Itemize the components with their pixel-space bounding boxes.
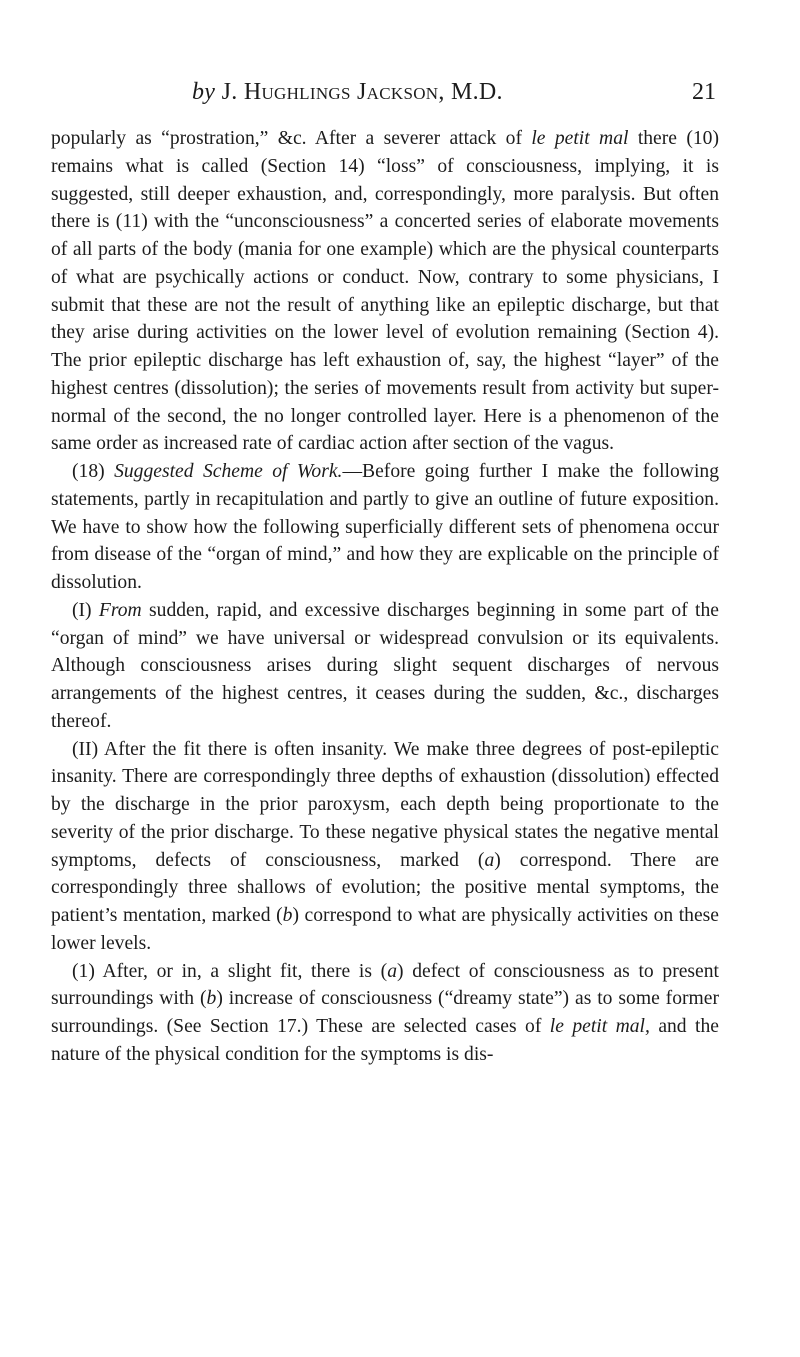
running-head xyxy=(110,79,720,111)
italic-text: From xyxy=(98,599,142,621)
italic-text: Suggested Scheme of Work. xyxy=(114,461,343,482)
text-run: ) defect of consciousness as to present surroundings with ( xyxy=(51,960,719,1010)
text-run: (18) xyxy=(72,461,115,482)
paragraph-p5 xyxy=(51,958,719,1069)
byline-prefix: by xyxy=(192,79,216,105)
italic-text: le petit mal, xyxy=(549,1016,650,1037)
author-name: J. Hughlings Jackson, M.D. xyxy=(221,79,503,105)
text-run: popularly as “prostration,” &c. After a severer attack of xyxy=(51,128,532,149)
italic-text: a xyxy=(387,960,397,982)
text-run: ) correspond to what are physically activities on these lower levels. xyxy=(51,905,719,954)
running-title xyxy=(192,79,503,106)
italic-text: b xyxy=(282,905,293,926)
text-run: ) correspond. There are correspondingly three shallows of evolution; the positive mental symptoms, the patient’s mentation, marked ( xyxy=(51,849,719,926)
text-run: (I) xyxy=(72,599,99,621)
paragraph-p1 xyxy=(51,125,719,458)
text-run: and the nature of the physical condition for the symptoms is dis- xyxy=(51,1016,719,1065)
paragraph-p4 xyxy=(51,736,719,958)
text-run: there (10) remains what is called (Section 14) “loss” of consciousness, implying, it is suggested, still deeper exhaustion, and, correspondingly, more paralysis. But often there is (11) with the “unconsciousness” a concerted series of elaborate movements of all parts of the body (mania for one example) which are the physical counterparts of what are psychically actions or conduct. Now, contrary to some physicians, I submit that these are not the result of anything like an epileptic discharge, but that they arise during activities on the lower level of evolution remaining (Section 4). The prior epileptic discharge has left exhaustion of, say, the highest “layer” of the highest centres (dissolution); the series of movements result from activity but super-normal of the second, the no longer controlled layer. Here is a phenomenon of the same order as increased rate of cardiac action after section of the vagus. xyxy=(51,128,719,455)
text-run: (1) After, or in, a slight fit, there is ( xyxy=(72,960,388,982)
page-number: 21 xyxy=(692,79,716,105)
paragraph-p2 xyxy=(51,458,719,597)
paragraph-p3 xyxy=(51,597,719,736)
body-text xyxy=(51,125,719,1069)
italic-text: le petit mal xyxy=(531,128,629,149)
text-run: ) increase of consciousness (“dreamy state”) as to some former surroundings. (See Section 17.) These are selected cases of xyxy=(51,988,719,1037)
italic-text: a xyxy=(484,849,495,871)
text-run: —Before going further I make the following statements, partly in recapitulation and partly to give an outline of future exposition. We have to show how the following superficially different sets of phenomena occur from disease of the “organ of mind,” and how they are explicable on the principle of dissolution. xyxy=(51,461,719,593)
text-run: (II) After the fit there is often insanity. We make three degrees of post-epileptic insanity. There are correspondingly three depths of exhaustion (dissolution) effected by the discharge in the prior paroxysm, each depth being proportionate to the severity of the prior discharge. To these negative physical states the negative mental symptoms, defects of consciousness, marked ( xyxy=(51,738,719,871)
text-run: sudden, rapid, and excessive discharges beginning in some part of the “organ of mind” we have universal or widespread convulsion or its equivalents. Although consciousness arises during slight sequent discharges of nervous arrangements of the highest centres, it ceases during the sudden, &c., discharges thereof. xyxy=(51,599,719,732)
italic-text: b xyxy=(206,988,217,1010)
